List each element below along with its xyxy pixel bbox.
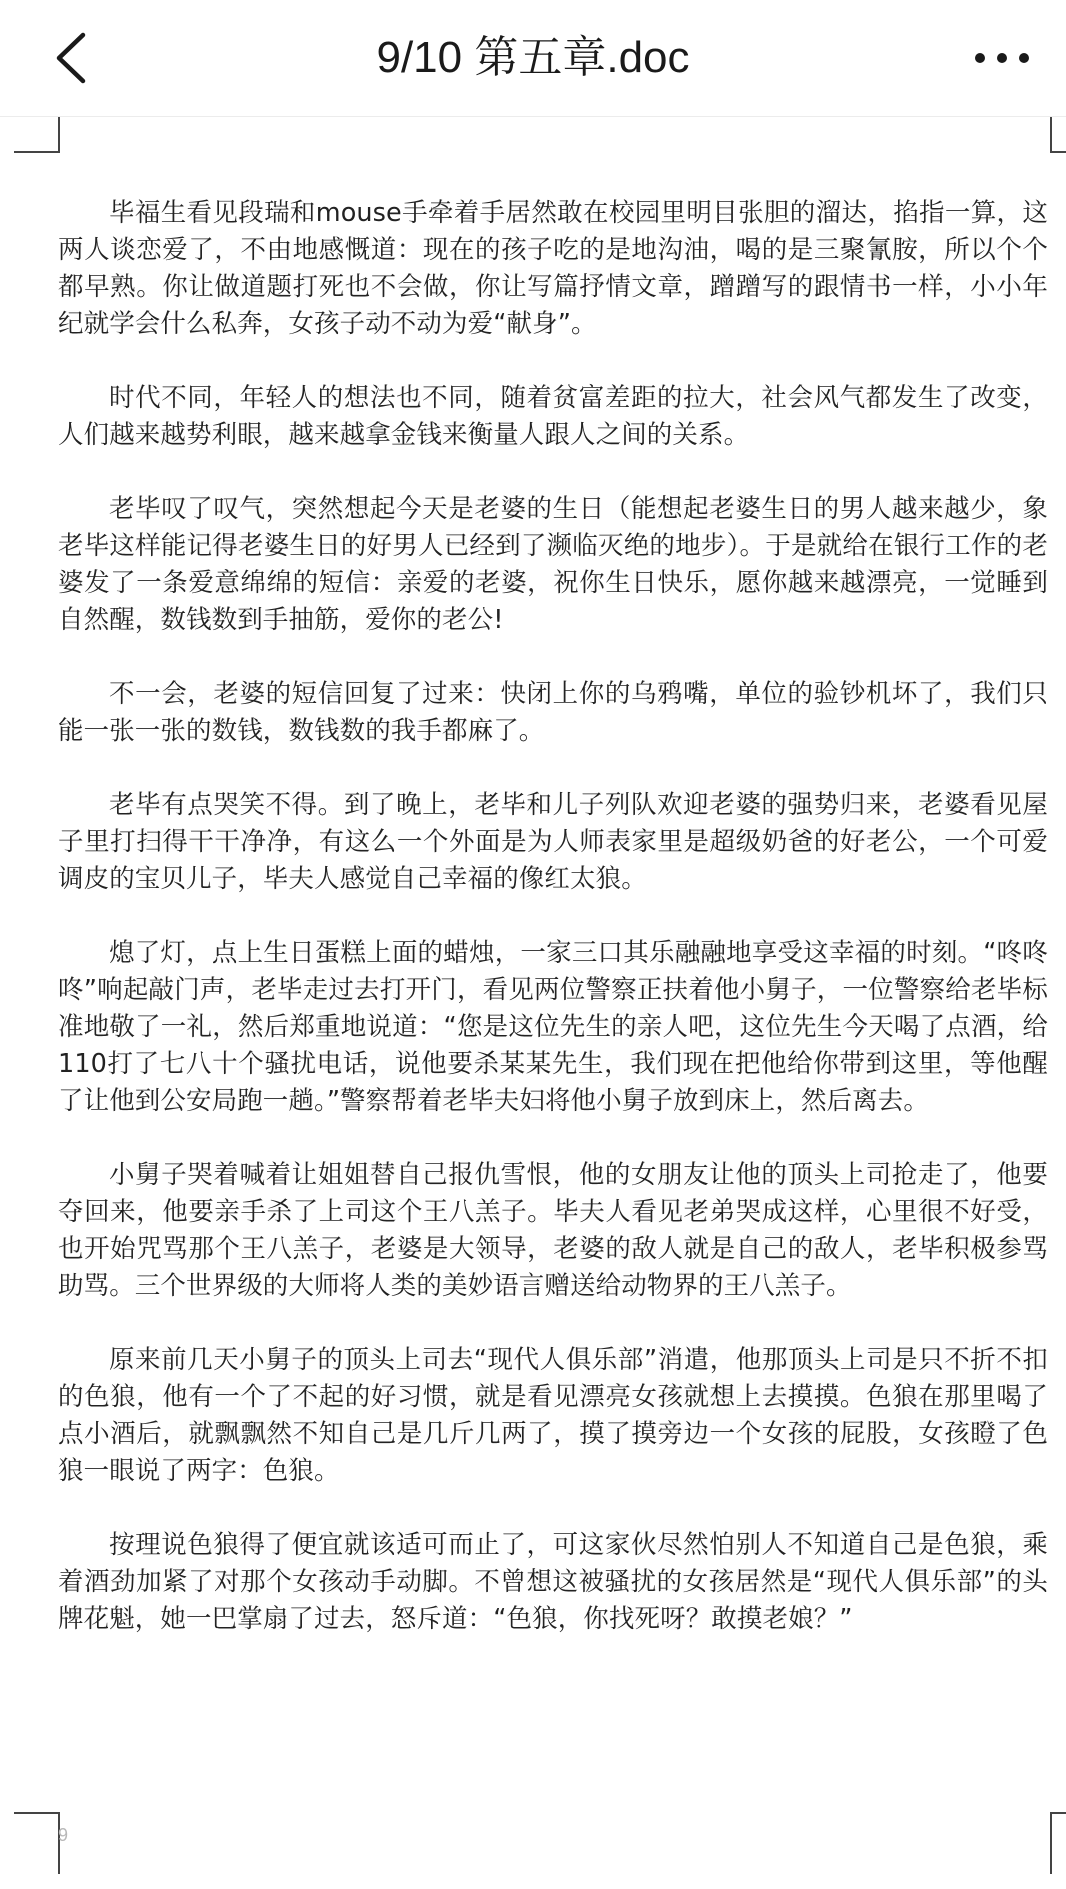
- paragraph: 按理说色狼得了便宜就该适可而止了，可这家伙尽然怕别人不知道自己是色狼，乘着酒劲加紧了对那个女孩动手动脚。不曾想这被骚扰的女孩居然是“现代人俱乐部”的头牌花魁，她一巴掌扇了过去，怒斥道：“色狼，你找死呀？敢摸老娘？”: [58, 1530, 1048, 1634]
- paragraph: 原来前几天小舅子的顶头上司去“现代人俱乐部”消遣，他那顶头上司是只不折不扣的色狼，他有一个了不起的好习惯，就是看见漂亮女孩就想上去摸摸。色狼在那里喝了点小酒后，就飘飘然不知自己是几斤几两了，摸了摸旁边一个女孩的屁股，女孩瞪了色狼一眼说了两字：色狼。: [58, 1345, 1048, 1486]
- chevron-left-icon: [53, 31, 87, 85]
- more-horizontal-icon: [974, 52, 1030, 64]
- paragraph: 老毕有点哭笑不得。到了晚上，老毕和儿子列队欢迎老婆的强势归来，老婆看见屋子里打扫得干干净净，有这么一个外面是为人师表家里是超级奶爸的好老公，一个可爱调皮的宝贝儿子，毕夫人感觉自己幸福的像红太狼。: [58, 790, 1048, 894]
- page-corner-mark-top-left: [14, 117, 60, 153]
- page-corner-mark-bottom-right: [1050, 1812, 1066, 1874]
- page-corner-mark-top-right: [1050, 117, 1066, 153]
- document-body: [58, 195, 1048, 1675]
- paragraph: 老毕叹了叹气，突然想起今天是老婆的生日（能想起老婆生日的男人越来越少，象老毕这样能记得老婆生日的好男人已经到了濒临灭绝的地步）。于是就给在银行工作的老婆发了一条爱意绵绵的短信：亲爱的老婆，祝你生日快乐，愿你越来越漂亮，一觉睡到自然醒，数钱数到手抽筋，爱你的老公!: [58, 494, 1048, 635]
- document-title: 9/10 第五章.doc: [376, 33, 690, 82]
- page-corner-mark-bottom-left: [14, 1812, 60, 1874]
- document-page[interactable]: [0, 117, 1066, 1889]
- paragraph: 时代不同，年轻人的想法也不同，随着贫富差距的拉大，社会风气都发生了改变，人们越来越势利眼，越来越拿金钱来衡量人跟人之间的关系。: [58, 383, 1048, 450]
- paragraph: 毕福生看见段瑞和mouse手牵着手居然敢在校园里明目张胆的溜达，掐指一算，这两人谈恋爱了，不由地感慨道：现在的孩子吃的是地沟油，喝的是三聚氰胺，所以个个都早熟。你让做道题打死也不会做，你让写篇抒情文章，蹭蹭写的跟情书一样，小小年纪就学会什么私奔，女孩子动不动为爱“献身”。: [58, 198, 1048, 339]
- top-navigation-bar: [0, 0, 1066, 117]
- paragraph: 不一会，老婆的短信回复了过来：快闭上你的乌鸦嘴，单位的验钞机坏了，我们只能一张一张的数钱，数钱数的我手都麻了。: [58, 679, 1048, 746]
- back-button[interactable]: [40, 22, 100, 94]
- more-options-button[interactable]: [966, 30, 1038, 86]
- paragraph: 小舅子哭着喊着让姐姐替自己报仇雪恨，他的女朋友让他的顶头上司抢走了，他要夺回来，他要亲手杀了上司这个王八羔子。毕夫人看见老弟哭成这样，心里很不好受，也开始咒骂那个王八羔子，老婆是大领导，老婆的敌人就是自己的敌人，老毕积极参骂助骂。三个世界级的大师将人类的美妙语言赠送给动物界的王八羔子。: [58, 1160, 1048, 1301]
- paragraph: 熄了灯，点上生日蛋糕上面的蜡烛，一家三口其乐融融地享受这幸福的时刻。“咚咚咚”响起敲门声，老毕走过去打开门，看见两位警察正扶着他小舅子，一位警察给老毕标准地敬了一礼，然后郑重地说道：“您是这位先生的亲人吧，这位先生今天喝了点酒，给110打了七八十个骚扰电话，说他要杀某某先生，我们现在把他给你带到这里，等他醒了让他到公安局跑一趟。”警察帮着老毕夫妇将他小舅子放到床上，然后离去。: [58, 938, 1048, 1116]
- page-number: 9: [58, 1825, 69, 1845]
